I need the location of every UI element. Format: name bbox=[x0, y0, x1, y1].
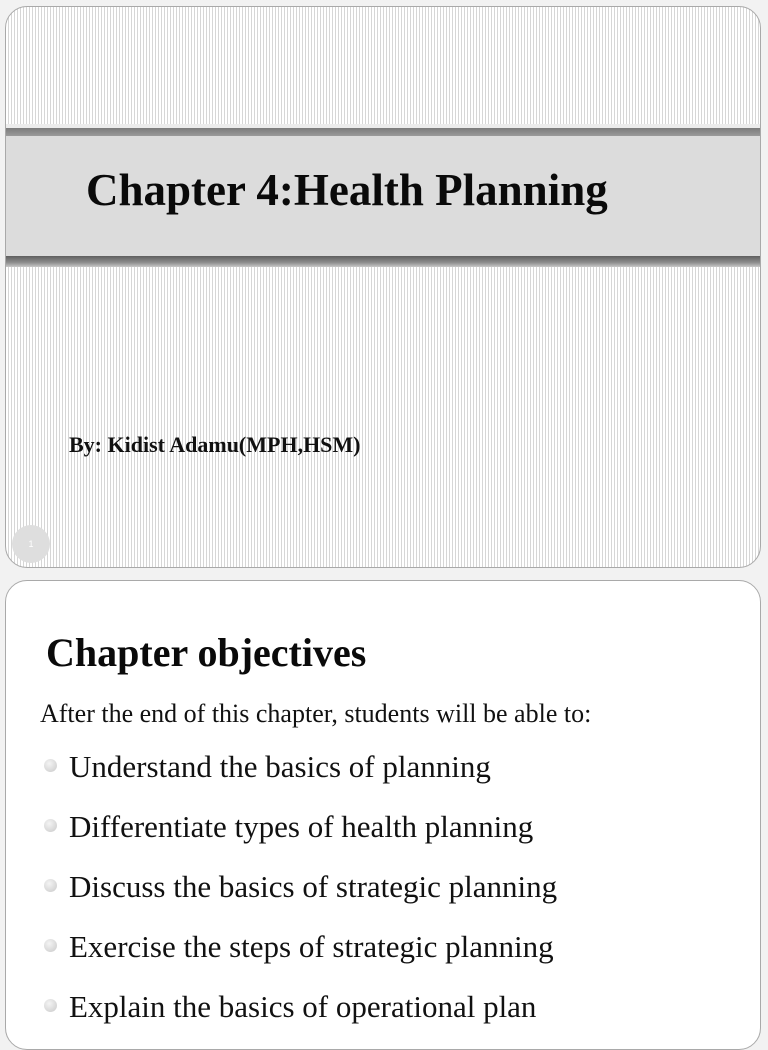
objective-text: Explain the basics of operational plan bbox=[69, 989, 537, 1024]
objective-text: Discuss the basics of strategic planning bbox=[69, 869, 558, 904]
bullet-icon bbox=[44, 999, 57, 1012]
slide-number-badge: 1 bbox=[12, 525, 50, 563]
objective-text: Differentiate types of health planning bbox=[69, 809, 534, 844]
objectives-slide bbox=[5, 580, 761, 1050]
bullet-icon bbox=[44, 939, 57, 952]
objectives-heading: Chapter objectives bbox=[46, 630, 367, 675]
title-slide bbox=[5, 6, 761, 568]
bullet-icon bbox=[44, 759, 57, 772]
objective-text: Exercise the steps of strategic planning bbox=[69, 929, 554, 964]
title-band bbox=[6, 124, 760, 267]
slide-title: Chapter 4:Health Planning bbox=[86, 165, 608, 215]
objective-text: Understand the basics of planning bbox=[69, 749, 491, 784]
objectives-intro: After the end of this chapter, students will be able to: bbox=[40, 699, 592, 728]
bullet-icon bbox=[44, 819, 57, 832]
author-byline: By: Kidist Adamu(MPH,HSM) bbox=[69, 432, 361, 457]
bullet-icon bbox=[44, 879, 57, 892]
